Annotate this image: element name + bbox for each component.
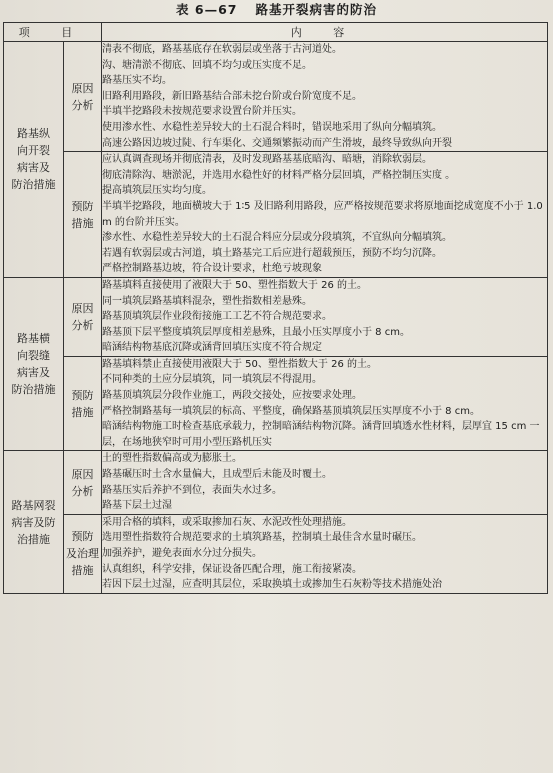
content-line: 土的塑性指数偏高或为膨胀土。 xyxy=(102,453,242,465)
content-line: 提高填筑层压实均匀度。 xyxy=(102,185,212,197)
content-cell xyxy=(102,514,548,593)
content-cell xyxy=(102,451,548,514)
table-row xyxy=(4,514,548,593)
content-line: 选用塑性指数符合规范要求的土填筑路基，控制填土最佳含水量时碾压。 xyxy=(102,532,422,544)
content-line: 路基压实不均。 xyxy=(102,75,172,87)
content-line: 采用合格的填料，或采取掺加石灰、水泥改性处理措施。 xyxy=(102,516,352,528)
content-line: 路基填料禁止直接使用液限大于 50、塑性指数大于 26 的土。 xyxy=(102,358,377,370)
content-line: 路基顶下层平整度填筑层厚度相差悬殊，且最小压实厚度小于 8 cm。 xyxy=(102,326,410,338)
category-cell: 路基网裂 病害及防 治措施 xyxy=(4,451,64,593)
table-row xyxy=(4,42,548,152)
content-line: 应认真调查现场并彻底清表，及时发现路基基底暗沟、暗塘，消除软弱层。 xyxy=(102,154,432,166)
content-line: 路基下层土过湿 xyxy=(102,500,172,512)
content-line: 暗涵结构物施工时检查基底承载力，控制暗涵结构物沉降。涵背回填透水性材料，层厚宜 15 cm 一层，在场地狭窄时可用小型压路机压实 xyxy=(102,421,540,448)
content-line: 若因下层土过湿，应查明其层位，采取换填土或掺加生石灰粉等技术措施处治 xyxy=(102,579,442,591)
content-line: 彻底清除沟、塘淤泥，并选用水稳性好的材料严格分层回填，严格控制压实度 。 xyxy=(102,169,456,181)
table-row xyxy=(4,277,548,356)
content-line: 严格控制路基每一填筑层的标高、平整度，确保路基顶填筑层压实厚度不小于 8 cm。 xyxy=(102,405,480,417)
content-line: 若遇有软弱层或古河道，填土路基完工后应进行超载预压，预防不均匀沉降。 xyxy=(102,247,442,259)
header-content: 内 容 xyxy=(102,23,548,42)
content-line: 半填半挖路段未按规范要求设置台阶并压实。 xyxy=(102,106,302,118)
table-title-text: 路基开裂病害的防治 xyxy=(255,2,377,17)
content-cell xyxy=(102,277,548,356)
content-line: 沟、塘清淤不彻底、回填不均匀或压实度不足。 xyxy=(102,59,312,71)
content-line: 加强养护，避免表面水分过分损失。 xyxy=(102,548,262,559)
content-line: 使用渗水性、水稳性差异较大的土石混合料时，错误地采用了纵向分幅填筑。 xyxy=(102,121,442,133)
table-header-row xyxy=(4,23,548,42)
category-cell: 路基纵 向开裂 病害及 防治措施 xyxy=(4,42,64,278)
table-number: 表 6—67 xyxy=(176,2,238,17)
content-line: 暗涵结构物基底沉降或涵背回填压实度不符合规定 xyxy=(102,342,322,354)
content-cell xyxy=(102,152,548,278)
content-line: 不同种类的土应分层填筑，同一填筑层不得混用。 xyxy=(102,374,322,386)
content-line: 半填半挖路段，地面横坡大于 1∶5 及旧路利用路段，应严格按规范要求将原地面挖成宽度不小于 1.0 m 的台阶并压实。 xyxy=(102,200,543,228)
subcategory-prevention: 预防 措施 xyxy=(64,152,102,278)
content-line: 清表不彻底，路基基底存在软弱层或坐落于古河道处。 xyxy=(102,44,342,55)
subcategory-cause: 原因 分析 xyxy=(64,451,102,514)
prevention-table xyxy=(3,22,548,594)
content-line: 旧路利用路段，新旧路基结合部未挖台阶或台阶宽度不足。 xyxy=(102,90,362,102)
content-line: 路基压实后养护不到位，表面失水过多。 xyxy=(102,484,282,496)
content-line: 认真组织，科学安排，保证设备匹配合理，施工衔接紧凑。 xyxy=(102,563,362,575)
table-title xyxy=(0,0,553,22)
table-row xyxy=(4,356,548,451)
content-line: 高速公路因边坡过陡、行车渠化、交通频繁振动而产生滑坡，最终导致纵向开裂 xyxy=(102,137,452,149)
header-item: 项 目 xyxy=(4,23,102,42)
table-row xyxy=(4,451,548,514)
content-line: 渗水性、水稳性差异较大的土石混合料应分层或分段填筑，不宜纵向分幅填筑。 xyxy=(102,232,452,244)
table-row xyxy=(4,152,548,278)
subcategory-cause: 原因 分析 xyxy=(64,42,102,152)
content-line: 路基顶填筑层分段作业施工，两段交接处，应按要求处理。 xyxy=(102,390,362,402)
content-cell xyxy=(102,42,548,152)
content-cell xyxy=(102,356,548,451)
content-line: 同一填筑层路基填料混杂，塑性指数相差悬殊。 xyxy=(102,295,312,307)
category-cell: 路基横 向裂缝 病害及 防治措施 xyxy=(4,277,64,451)
content-line: 路基碾压时土含水量偏大，且成型后未能及时覆土。 xyxy=(102,469,332,481)
subcategory-cause: 原因 分析 xyxy=(64,277,102,356)
content-line: 严格控制路基边坡，符合设计要求，杜绝亏坡现象 xyxy=(102,263,322,275)
content-line: 路基填料直接使用了液限大于 50、塑性指数大于 26 的土。 xyxy=(102,279,367,291)
subcategory-prevention: 预防 及治理 措施 xyxy=(64,514,102,593)
subcategory-prevention: 预防 措施 xyxy=(64,356,102,451)
content-line: 路基顶填筑层作业段衔接施工工艺不符合规范要求。 xyxy=(102,311,332,323)
